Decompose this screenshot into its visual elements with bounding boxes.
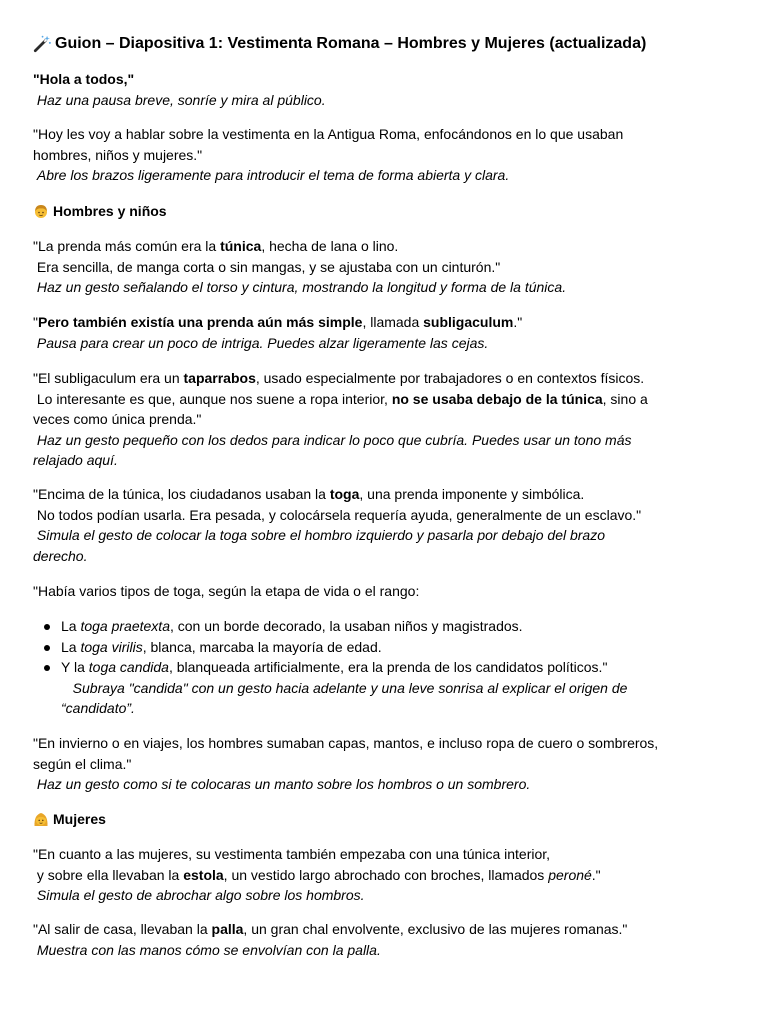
list-item: Y la toga candida, blanqueada artificialmente, era la prenda de los candidatos políticos." Subraya "candida" con un gesto hacia adelante y una leve sonrisa al explicar el origen de “candidato”. — [33, 657, 713, 719]
list-item: La toga praetexta, con un borde decorado, la usaban niños y magistrados. — [33, 616, 713, 637]
keyword: toga — [329, 486, 360, 502]
stage-direction: Abre los brazos ligeramente para introducir el tema de forma abierta y clara. — [36, 167, 510, 183]
stage-direction: derecho. — [33, 547, 88, 564]
stage-direction: Haz un gesto como si te colocaras un manto sobre los hombros o un sombrero. — [36, 776, 531, 792]
keyword: subligaculum — [423, 314, 514, 330]
stage-direction: Subraya "candida" con un gesto hacia adelante y una leve sonrisa al explicar el origen de — [72, 679, 628, 696]
man-emoji-icon — [33, 203, 49, 219]
intro — [33, 124, 733, 186]
keyword: palla — [211, 921, 244, 937]
stage-direction: Pausa para crear un poco de intriga. Puedes alzar ligeramente las cejas. — [36, 334, 489, 351]
stage-direction: Haz un gesto señalando el torso y cintura, mostrando la longitud y forma de la túnica. — [36, 279, 567, 295]
stage-direction: Haz una pausa breve, sonríe y mira al público. — [36, 91, 326, 108]
keyword: túnica — [220, 238, 262, 254]
paragraph-invierno: "En invierno o en viajes, los hombres sumaban capas, mantos, e incluso ropa de cuero o sombreros, según el clima." Haz un gesto como si te colocaras un manto sobre los hombros o un sombrero. — [33, 735, 659, 792]
paragraph-palla: "Al salir de casa, llevaban la palla, un gran chal envolvente, exclusivo de las mujeres romanas." Muestra con las manos cómo se envolvían con la palla. — [33, 921, 628, 958]
heading-text: Mujeres — [53, 811, 106, 827]
section-heading-men — [33, 201, 733, 222]
list-item: La toga virilis, blanca, marcaba la mayoría de edad. — [33, 637, 713, 658]
emphasis: no se usaba debajo de la túnica — [391, 390, 603, 407]
paragraph-estola: "En cuanto a las mujeres, su vestimenta también empezaba con una túnica interior, y sobre ella llevaban la estola, un vestido largo abrochado con broches, llamados peroné." Simula el gesto de abrochar algo sobre los hombros. — [33, 846, 601, 903]
paragraph-toga-types: "Había varios tipos de toga, según la etapa de vida o el rango: — [33, 583, 420, 599]
intro-line: hombres, niños y mujeres." — [33, 146, 203, 163]
stage-direction: Simula el gesto de colocar la toga sobre el hombro izquierdo y pasarla por debajo del brazo — [36, 527, 606, 543]
toga-types-list — [33, 616, 713, 719]
keyword: taparrabos — [183, 370, 256, 386]
heading-text: Hombres y niños — [53, 203, 167, 219]
keyword: estola — [183, 866, 224, 883]
emphasis: Pero también existía una prenda aún más simple — [37, 314, 363, 330]
paragraph-subligaculum: "El subligaculum era un taparrabos, usado especialmente por trabajadores o en contextos físicos. Lo interesante es que, aunque nos suene a ropa interior, no se usaba debajo de la túnica, sino a veces como única prenda." Haz un gesto pequeño con los dedos para indicar lo poco que cubría. Puedes usar un tono más relajado aquí. — [33, 370, 648, 468]
stage-direction: Simula el gesto de abrochar algo sobre los hombros. — [36, 887, 365, 903]
woman-emoji-icon — [33, 811, 49, 827]
magic-wand-icon — [33, 35, 51, 53]
section-heading-women — [33, 809, 733, 830]
stage-direction: Muestra con las manos cómo se envolvían con la palla. — [36, 941, 381, 958]
intro-line: "Hoy les voy a hablar sobre la vestimenta en la Antigua Roma, enfocándonos en lo que usaban — [33, 126, 624, 142]
page-title — [33, 33, 733, 55]
stage-direction: “candidato”. — [61, 700, 135, 716]
stage-direction: relajado aquí. — [33, 452, 118, 468]
stage-direction: Haz un gesto pequeño con los dedos para indicar lo poco que cubría. Puedes usar un tono más — [36, 431, 632, 448]
paragraph-tunica: "La prenda más común era la túnica, hecha de lana o lino. Era sencilla, de manga corta o sin mangas, y se ajustaba con un cinturón." Haz un gesto señalando el torso y cintura, mostrando la longitud y forma de la túnica. — [33, 238, 567, 295]
title-text: Guion – Diapositiva 1: Vestimenta Romana – Hombres y Mujeres (actualizada) — [55, 35, 647, 52]
greeting — [33, 69, 733, 110]
greeting-line: "Hola a todos," — [33, 71, 135, 87]
paragraph-subligaculum-intro: "Pero también existía una prenda aún más simple, llamada subligaculum." Pausa para crear un poco de intriga. Puedes alzar ligeramente las cejas. — [33, 314, 523, 351]
paragraph-toga: "Encima de la túnica, los ciudadanos usaban la toga, una prenda imponente y simbólica. No todos podían usarla. Era pesada, y colocársela requería ayuda, generalmente de un esclavo." Simula el gesto de colocar la toga sobre el hombro izquierdo y pasarla por debajo del brazo derecho. — [33, 486, 642, 564]
